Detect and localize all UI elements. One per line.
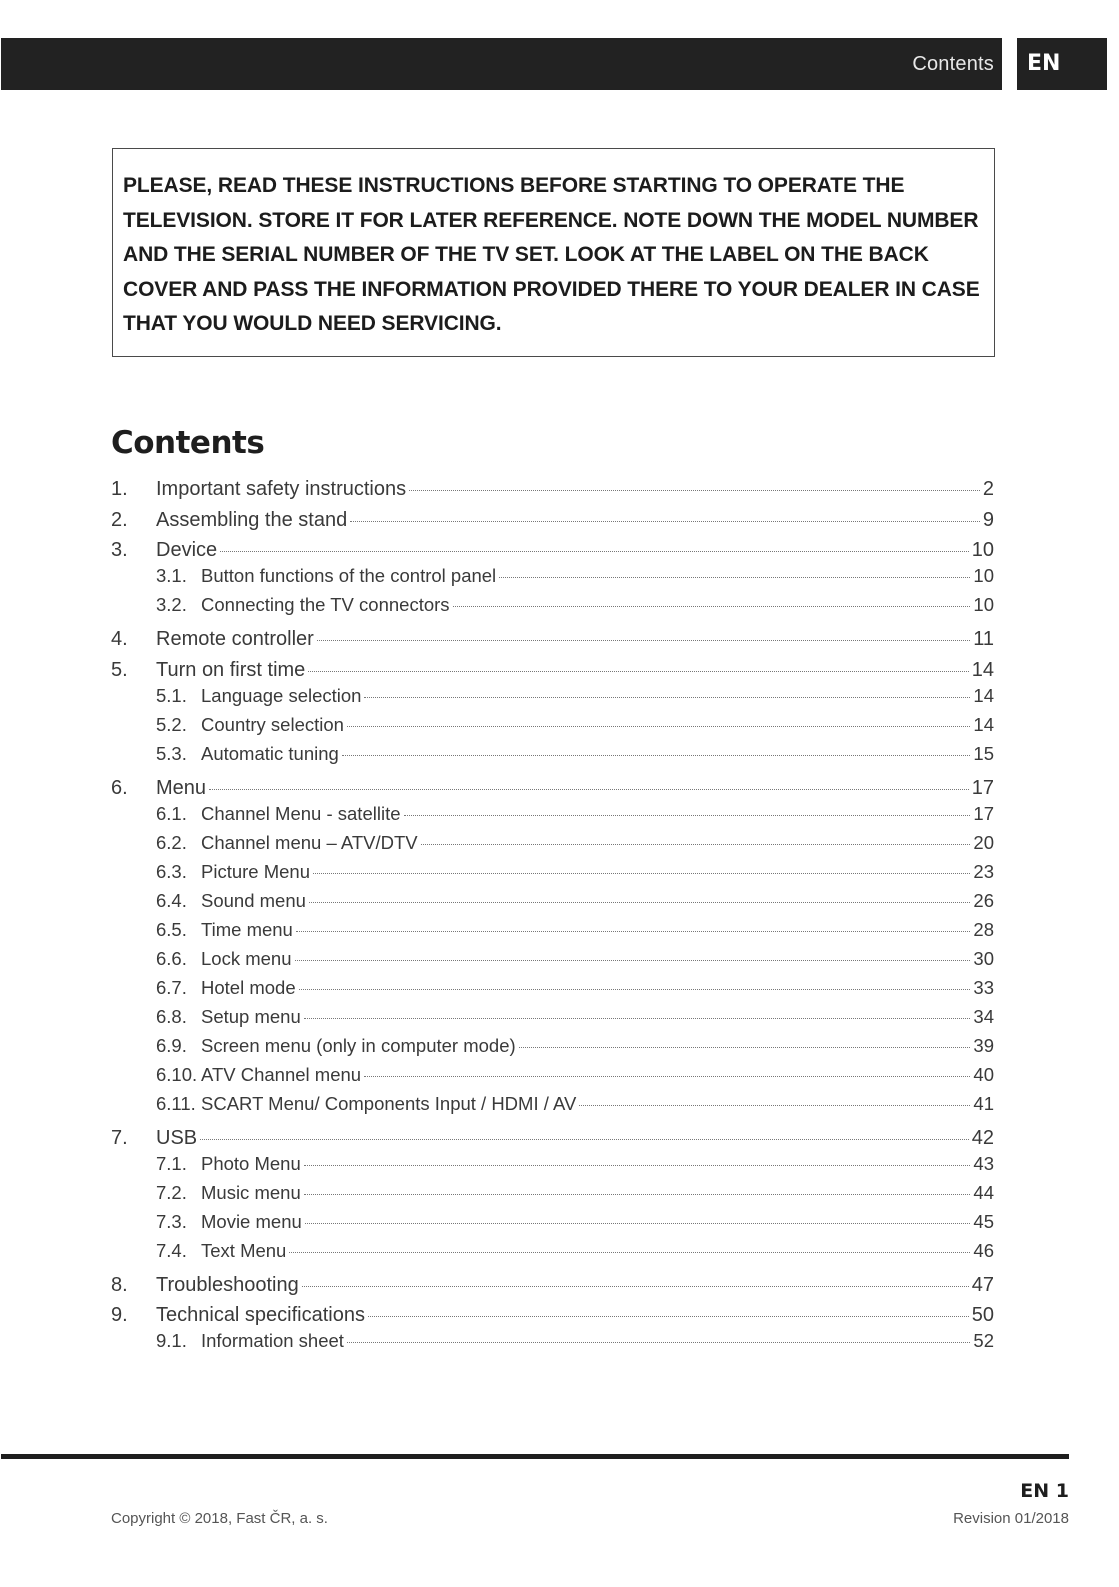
toc-entry-title: Button functions of the control panel xyxy=(201,565,497,586)
toc-entry[interactable] xyxy=(111,1304,994,1327)
toc-entry-number: 3. xyxy=(111,539,128,561)
toc-entry-page: 14 xyxy=(973,684,994,706)
toc-entry-number: 9.1. xyxy=(156,1330,187,1351)
toc-dot-leader xyxy=(302,1286,969,1287)
toc-dot-leader xyxy=(209,789,969,790)
toc-entry-number: 7.4. xyxy=(156,1239,187,1261)
toc-entry-page: 10 xyxy=(973,565,994,586)
toc-entry[interactable] xyxy=(156,1064,994,1086)
toc-entry-number: 4. xyxy=(111,628,128,650)
toc-entry-number: 8. xyxy=(111,1273,128,1296)
toc-dot-leader xyxy=(308,671,968,672)
toc-entry-number: 6.4. xyxy=(156,889,187,911)
toc-entry-number: 9. xyxy=(111,1304,128,1326)
toc-entry[interactable] xyxy=(156,1035,994,1057)
toc-heading: Contents xyxy=(111,425,265,461)
toc-entry-title: SCART Menu/ Components Input / HDMI / AV xyxy=(201,1092,577,1114)
toc-dot-leader xyxy=(364,697,970,698)
toc-entry-title: Automatic tuning xyxy=(201,742,339,764)
toc-entry-title: Menu xyxy=(156,776,207,799)
toc-entry-page: 43 xyxy=(973,1152,994,1174)
toc-entry-title: Lock menu xyxy=(201,947,292,969)
toc-entry-number: 7.3. xyxy=(156,1210,187,1232)
toc-entry-number: 6.10. xyxy=(156,1063,198,1085)
toc-entry[interactable] xyxy=(156,890,994,912)
toc-entry-title: Text Menu xyxy=(201,1239,287,1261)
toc-entry-page: 9 xyxy=(982,508,994,531)
toc-entry-number: 2. xyxy=(111,508,128,531)
toc-dot-leader xyxy=(342,755,971,756)
toc-dot-leader xyxy=(421,844,971,845)
toc-entry-number: 3.2. xyxy=(156,594,187,615)
toc-entry[interactable] xyxy=(156,919,994,941)
toc-entry[interactable] xyxy=(156,685,994,707)
toc-entry[interactable] xyxy=(156,1240,994,1262)
toc-entry-number: 6.5. xyxy=(156,918,187,940)
toc-entry-page: 33 xyxy=(973,976,994,998)
notice-box xyxy=(112,148,995,357)
toc-entry-page: 40 xyxy=(973,1063,994,1085)
toc-entry[interactable] xyxy=(111,478,994,501)
toc-dot-leader xyxy=(364,1076,970,1077)
toc-dot-leader xyxy=(404,815,971,816)
toc-entry[interactable] xyxy=(156,977,994,999)
toc-entry-number: 6.11. xyxy=(156,1092,196,1114)
toc-entry-number: 6.8. xyxy=(156,1005,187,1027)
toc-dot-leader xyxy=(317,640,970,641)
toc-entry-number: 7. xyxy=(111,1126,128,1149)
toc-dot-leader xyxy=(304,1194,971,1195)
toc-dot-leader xyxy=(350,521,980,522)
toc-entry-title: Music menu xyxy=(201,1181,301,1203)
toc-entry-number: 5. xyxy=(111,658,128,681)
toc-entry-title: Channel menu – ATV/DTV xyxy=(201,831,418,853)
toc-entry-title: Remote controller xyxy=(156,628,314,650)
toc-dot-leader xyxy=(409,490,980,491)
toc-dot-leader xyxy=(499,577,970,578)
toc-entry-page: 41 xyxy=(973,1092,994,1114)
toc-entry-page: 52 xyxy=(973,1330,994,1351)
toc-entry[interactable] xyxy=(156,1182,994,1204)
toc-entry-page: 10 xyxy=(973,594,994,615)
notice-line: AND THE SERIAL NUMBER OF THE TV SET. LOOK AT THE LABEL ON THE BACK xyxy=(123,243,929,266)
header-bar xyxy=(1,38,1002,90)
toc-entry[interactable] xyxy=(111,1274,994,1297)
toc-entry[interactable] xyxy=(156,861,994,883)
toc-entry-title: Technical specifications xyxy=(156,1304,365,1326)
toc-dot-leader xyxy=(200,1139,969,1140)
toc-entry-page: 17 xyxy=(973,802,994,824)
toc-entry-number: 6. xyxy=(111,776,128,799)
toc-entry-title: Connecting the TV connectors xyxy=(201,594,450,615)
toc-entry[interactable] xyxy=(111,1127,994,1150)
toc-entry-page: 39 xyxy=(973,1034,994,1056)
footer-rule xyxy=(1,1454,1069,1459)
toc-entry[interactable] xyxy=(156,1211,994,1233)
toc-entry-page: 47 xyxy=(971,1273,994,1296)
toc-entry-title: Important safety instructions xyxy=(156,478,407,500)
toc-entry[interactable] xyxy=(111,539,994,562)
header-section-title: Contents xyxy=(912,53,994,75)
toc-entry-page: 26 xyxy=(973,889,994,911)
toc-entry-page: 2 xyxy=(982,478,994,500)
toc-entry-title: Time menu xyxy=(201,918,293,940)
toc-entry-title: Movie menu xyxy=(201,1210,302,1232)
toc-dot-leader xyxy=(304,1018,971,1019)
toc-entry-title: USB xyxy=(156,1126,198,1149)
toc-dot-leader xyxy=(579,1105,970,1106)
notice-line: COVER AND PASS THE INFORMATION PROVIDED THERE TO YOUR DEALER IN CASE xyxy=(123,277,980,301)
toc-entry[interactable] xyxy=(156,743,994,765)
toc-dot-leader xyxy=(296,931,971,932)
toc-entry-title: Screen menu (only in computer mode) xyxy=(201,1034,516,1056)
toc-entry-title: Troubleshooting xyxy=(156,1273,299,1296)
toc-entry[interactable] xyxy=(156,803,994,825)
toc-entry-number: 5.2. xyxy=(156,713,187,735)
toc-dot-leader xyxy=(309,902,971,903)
toc-dot-leader xyxy=(305,1223,971,1224)
toc-entry[interactable] xyxy=(156,1093,994,1115)
toc-entry-page: 14 xyxy=(973,713,994,735)
language-badge: EN xyxy=(1017,38,1107,90)
toc-dot-leader xyxy=(347,726,970,727)
toc-entry-number: 6.3. xyxy=(156,860,187,882)
toc-entry-number: 6.6. xyxy=(156,947,187,969)
toc-entry-page: 17 xyxy=(971,776,994,799)
toc-entry-title: Hotel mode xyxy=(201,976,296,998)
toc-entry[interactable] xyxy=(156,594,994,616)
toc-entry-title: Assembling the stand xyxy=(156,508,348,531)
toc-entry-page: 46 xyxy=(973,1239,994,1261)
toc-entry[interactable] xyxy=(111,659,994,682)
toc-entry-number: 1. xyxy=(111,478,128,500)
toc-entry-page: 34 xyxy=(973,1005,994,1027)
toc-entry-page: 44 xyxy=(973,1181,994,1203)
toc-entry-title: Language selection xyxy=(201,684,362,706)
toc-entry-number: 3.1. xyxy=(156,565,187,586)
toc-entry-title: Country selection xyxy=(201,713,344,735)
toc-entry-page: 11 xyxy=(973,628,994,650)
toc-entry-page: 30 xyxy=(973,947,994,969)
toc-entry[interactable] xyxy=(156,1006,994,1028)
toc-entry-number: 6.1. xyxy=(156,802,187,824)
toc-dot-leader xyxy=(295,960,971,961)
toc-entry-page: 20 xyxy=(973,831,994,853)
toc-entry-number: 7.2. xyxy=(156,1181,187,1203)
toc-dot-leader xyxy=(347,1342,970,1343)
toc-entry[interactable] xyxy=(156,565,994,587)
toc-entry-page: 10 xyxy=(971,539,994,561)
toc-dot-leader xyxy=(313,873,970,874)
toc-entry-page: 15 xyxy=(973,742,994,764)
toc-entry[interactable] xyxy=(111,777,994,800)
toc-entry-number: 5.3. xyxy=(156,742,187,764)
revision-text: Revision 01/2018 xyxy=(953,1510,1069,1527)
toc-entry[interactable] xyxy=(111,628,994,651)
toc-dot-leader xyxy=(304,1165,971,1166)
notice-line: PLEASE, READ THESE INSTRUCTIONS BEFORE STARTING TO OPERATE THE xyxy=(123,174,905,197)
toc-entry-page: 45 xyxy=(973,1210,994,1232)
notice-line: THAT YOU WOULD NEED SERVICING. xyxy=(123,312,502,335)
toc-entry-title: Information sheet xyxy=(201,1330,344,1351)
toc-entry-title: Turn on first time xyxy=(156,658,306,681)
toc-entry-page: 14 xyxy=(971,658,994,681)
toc-entry[interactable] xyxy=(156,714,994,736)
toc-entry-number: 6.2. xyxy=(156,831,187,853)
toc-entry-number: 6.7. xyxy=(156,976,187,998)
toc-entry[interactable] xyxy=(156,948,994,970)
toc-entry-title: Sound menu xyxy=(201,889,306,911)
toc-dot-leader xyxy=(220,551,969,552)
toc-dot-leader xyxy=(519,1047,971,1048)
page-number: EN 1 xyxy=(1020,1480,1069,1502)
toc-entry[interactable] xyxy=(111,509,994,532)
toc-entry-page: 42 xyxy=(971,1126,994,1149)
copyright-text: Copyright © 2018, Fast ČR, a. s. xyxy=(111,1510,328,1527)
toc-entry-title: Setup menu xyxy=(201,1005,301,1027)
toc-dot-leader xyxy=(289,1252,970,1253)
toc-entry[interactable] xyxy=(156,832,994,854)
notice-line: TELEVISION. STORE IT FOR LATER REFERENCE. NOTE DOWN THE MODEL NUMBER xyxy=(123,208,979,232)
toc-entry-title: Device xyxy=(156,539,218,561)
toc-entry-page: 23 xyxy=(973,860,994,882)
toc-entry-title: Channel Menu - satellite xyxy=(201,802,401,824)
toc-entry-number: 7.1. xyxy=(156,1152,187,1174)
toc-entry-number: 5.1. xyxy=(156,684,187,706)
toc-dot-leader xyxy=(299,989,971,990)
toc-entry-title: ATV Channel menu xyxy=(201,1063,362,1085)
toc-entry-title: Photo Menu xyxy=(201,1152,301,1174)
toc-entry-number: 6.9. xyxy=(156,1034,187,1056)
toc-entry-page: 50 xyxy=(971,1304,994,1326)
toc-entry[interactable] xyxy=(156,1153,994,1175)
toc-entry-title: Picture Menu xyxy=(201,860,310,882)
toc-dot-leader xyxy=(453,606,971,607)
toc-entry-page: 28 xyxy=(973,918,994,940)
toc-dot-leader xyxy=(368,1316,969,1317)
toc-entry[interactable] xyxy=(156,1330,994,1352)
